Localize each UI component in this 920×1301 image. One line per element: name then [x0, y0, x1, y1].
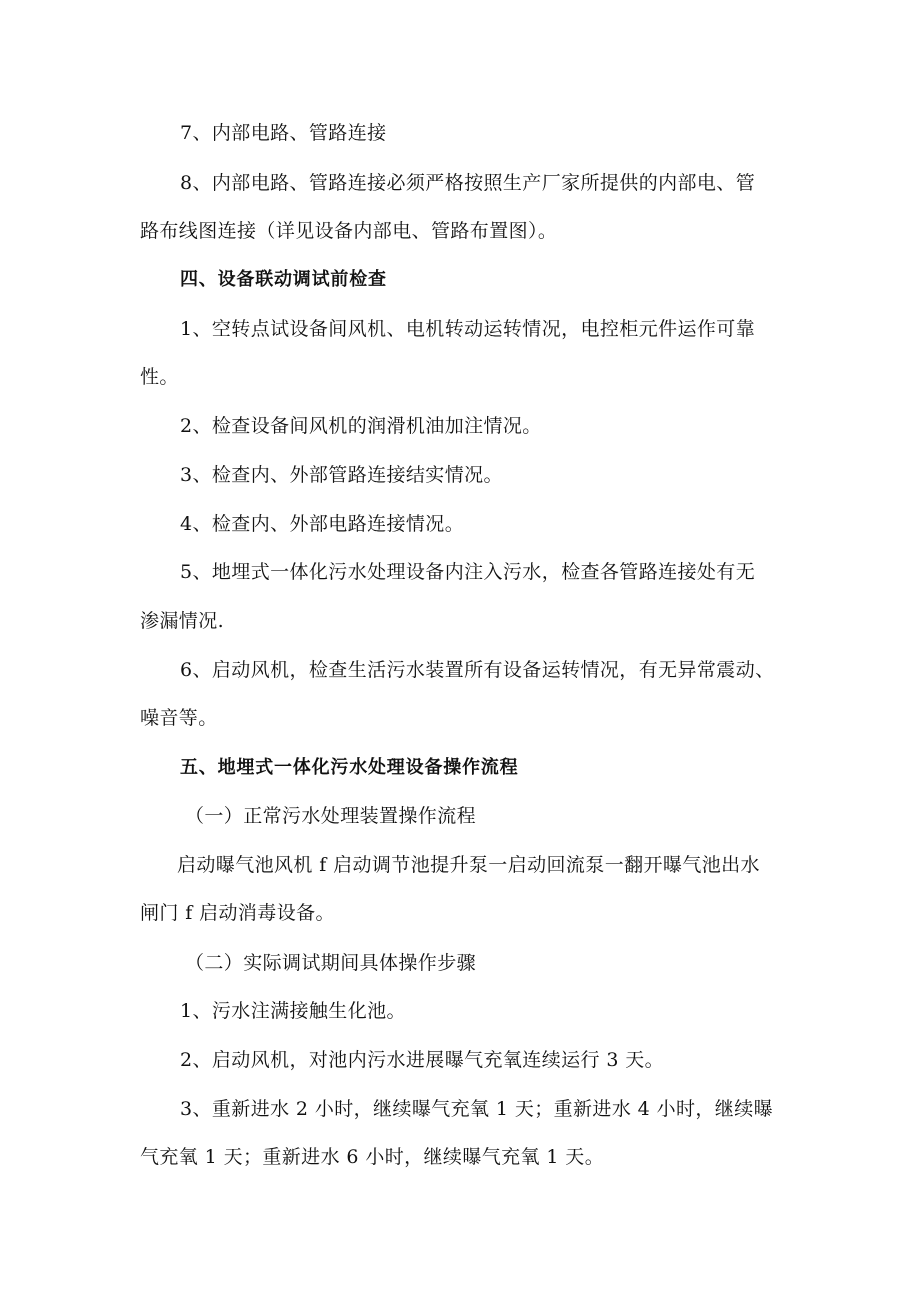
step-item-1: 1、污水注满接触生化池。	[180, 1000, 406, 1022]
check-item-5-line-1: 5、地埋式一体化污水处理设备内注入污水，检查各管路连接处有无	[180, 561, 756, 583]
step-item-3-line-2: 气充氧 1 天；重新进水 6 小时，继续曝气充氧 1 天。	[140, 1146, 605, 1168]
paragraph-item-8-line-2: 路布线图连接（详见设备内部电、管路布置图）。	[140, 220, 558, 242]
check-item-5-line-2: 渗漏情况.	[140, 610, 225, 632]
paragraph-item-7: 7、内部电路、管路连接	[180, 122, 387, 144]
paragraph-item-8-line-1: 8、内部电路、管路连接必须严格按照生产厂家所提供的内部电、管	[180, 172, 756, 194]
check-item-1-line-1: 1、空转点试设备间风机、电机转动运转情况，电控柜元件运作可靠	[180, 318, 756, 340]
check-item-2: 2、检查设备间风机的润滑机油加注情况。	[180, 415, 542, 437]
step-item-3-line-1: 3、重新进水 2 小时，继续曝气充氧 1 天；重新进水 4 小时，继续曝	[180, 1098, 773, 1120]
step-item-2: 2、启动风机，对池内污水进展曝气充氧连续运行 3 天。	[180, 1049, 665, 1071]
check-item-4: 4、检查内、外部电路连接情况。	[180, 513, 465, 535]
section-heading-5: 五、地埋式一体化污水处理设备操作流程	[180, 757, 519, 778]
subsection-heading-1: （一）正常污水处理装置操作流程	[185, 805, 477, 827]
subsection-heading-2: （二）实际调试期间具体操作步骤	[185, 952, 477, 974]
check-item-3: 3、检查内、外部管路连接结实情况。	[180, 464, 503, 486]
check-item-1-line-2: 性。	[140, 366, 179, 388]
section-heading-4: 四、设备联动调试前检查	[180, 269, 387, 290]
check-item-6-line-2: 噪音等。	[140, 707, 218, 729]
check-item-6-line-1: 6、启动风机，检查生活污水装置所有设备运转情况，有无异常震动、	[180, 659, 775, 681]
flow-line-1: 启动曝气池风机 f 启动调节池提升泵一启动回流泵一翻开曝气池出水	[177, 854, 760, 876]
flow-line-2: 闸门 f 启动消毒设备。	[140, 902, 335, 924]
